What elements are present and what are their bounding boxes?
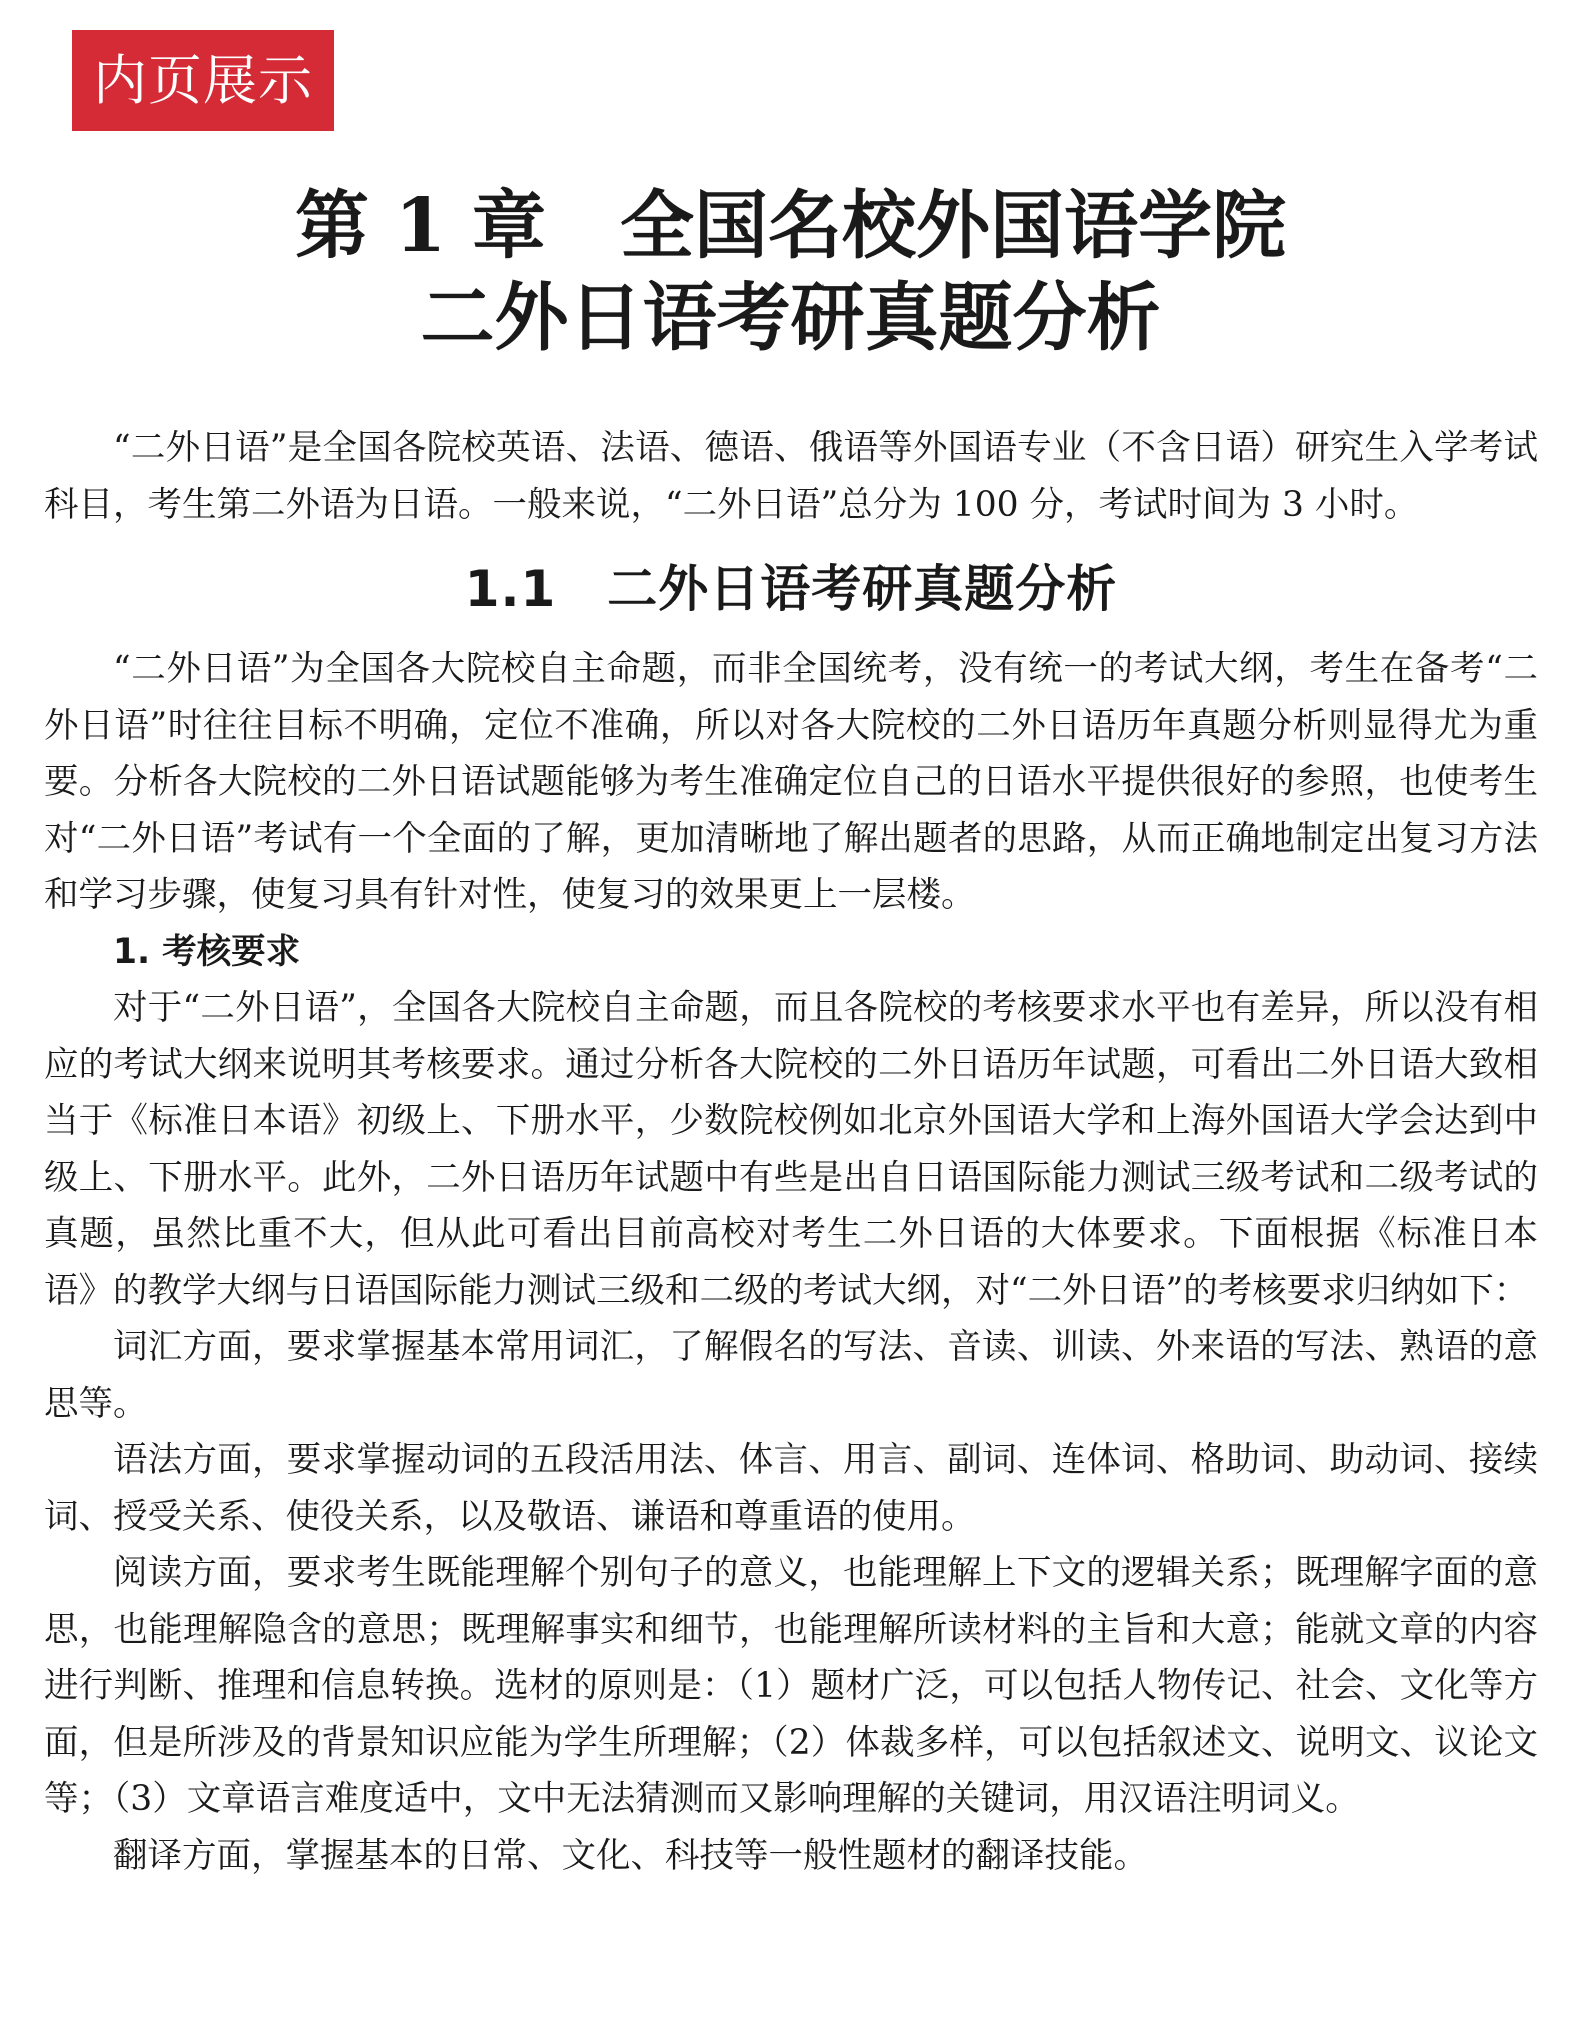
subheading-assessment-requirements: 1. 考核要求 — [113, 931, 301, 972]
document-body — [44, 420, 1538, 1884]
section-paragraph-1: “二外日语”为全国各大院校自主命题，而非全国统考，没有统一的考试大纲，考生在备考“二外日语”时往往目标不明确，定位不准确，所以对各大院校的二外日语历年真题分析则显得尤为重要。分析各大院校的二外日语试题能够为考生准确定位自己的日语水平提供很好的参照，也使考生对“二外日语”考试有一个全面的了解，更加清晰地了解出题者的思路，从而正确地制定出复习方法和学习步骤，使复习具有针对性，使复习的效果更上一层楼。 — [44, 649, 1538, 915]
section-paragraph-2: 对于“二外日语”，全国各大院校自主命题，而且各院校的考核要求水平也有差异，所以没有相应的考试大纲来说明其考核要求。通过分析各大院校的二外日语历年试题，可看出二外日语大致相当于《标准日本语》初级上、下册水平，少数院校例如北京外国语大学和上海外国语大学会达到中级上、下册水平。此外，二外日语历年试题中有些是出自日语国际能力测试三级考试和二级考试的真题，虽然比重不大，但从此可看出目前高校对考生二外日语的大体要求。下面根据《标准日本语》的教学大纲与日语国际能力测试三级和二级的考试大纲，对“二外日语”的考核要求归纳如下： — [44, 988, 1538, 1311]
intro-paragraph: “二外日语”是全国各院校英语、法语、德语、俄语等外国语专业（不含日语）研究生入学考试科目，考生第二外语为日语。一般来说，“二外日语”总分为 100 分，考试时间为 3 小时。 — [44, 428, 1538, 525]
translation-paragraph: 翻译方面，掌握基本的日常、文化、科技等一般性题材的翻译技能。 — [113, 1835, 1148, 1876]
page-preview-badge: 内页展示 — [72, 30, 334, 131]
chapter-title-line-1: 第 1 章 全国名校外国语学院 — [294, 183, 1286, 269]
vocabulary-paragraph: 词汇方面，要求掌握基本常用词汇，了解假名的写法、音读、训读、外来语的写法、熟语的意思等。 — [44, 1327, 1538, 1424]
section-title: 1.1 二外日语考研真题分析 — [464, 560, 1118, 618]
grammar-paragraph: 语法方面，要求掌握动词的五段活用法、体言、用言、副词、连体词、格助词、助动词、接续词、授受关系、使役关系，以及敬语、谦语和尊重语的使用。 — [44, 1440, 1538, 1537]
chapter-title-line-2: 二外日语考研真题分析 — [420, 275, 1161, 361]
chapter-title — [0, 180, 1581, 364]
reading-paragraph: 阅读方面，要求考生既能理解个别句子的意义，也能理解上下文的逻辑关系；既理解字面的意思，也能理解隐含的意思；既理解事实和细节，也能理解所读材料的主旨和大意；能就文章的内容进行判断、推理和信息转换。选材的原则是：（1）题材广泛，可以包括人物传记、社会、文化等方面，但是所涉及的背景知识应能为学生所理解；（2）体裁多样，可以包括叙述文、说明文、议论文等；（3）文章语言难度适中，文中无法猜测而又影响理解的关键词，用汉语注明词义。 — [44, 1553, 1538, 1819]
